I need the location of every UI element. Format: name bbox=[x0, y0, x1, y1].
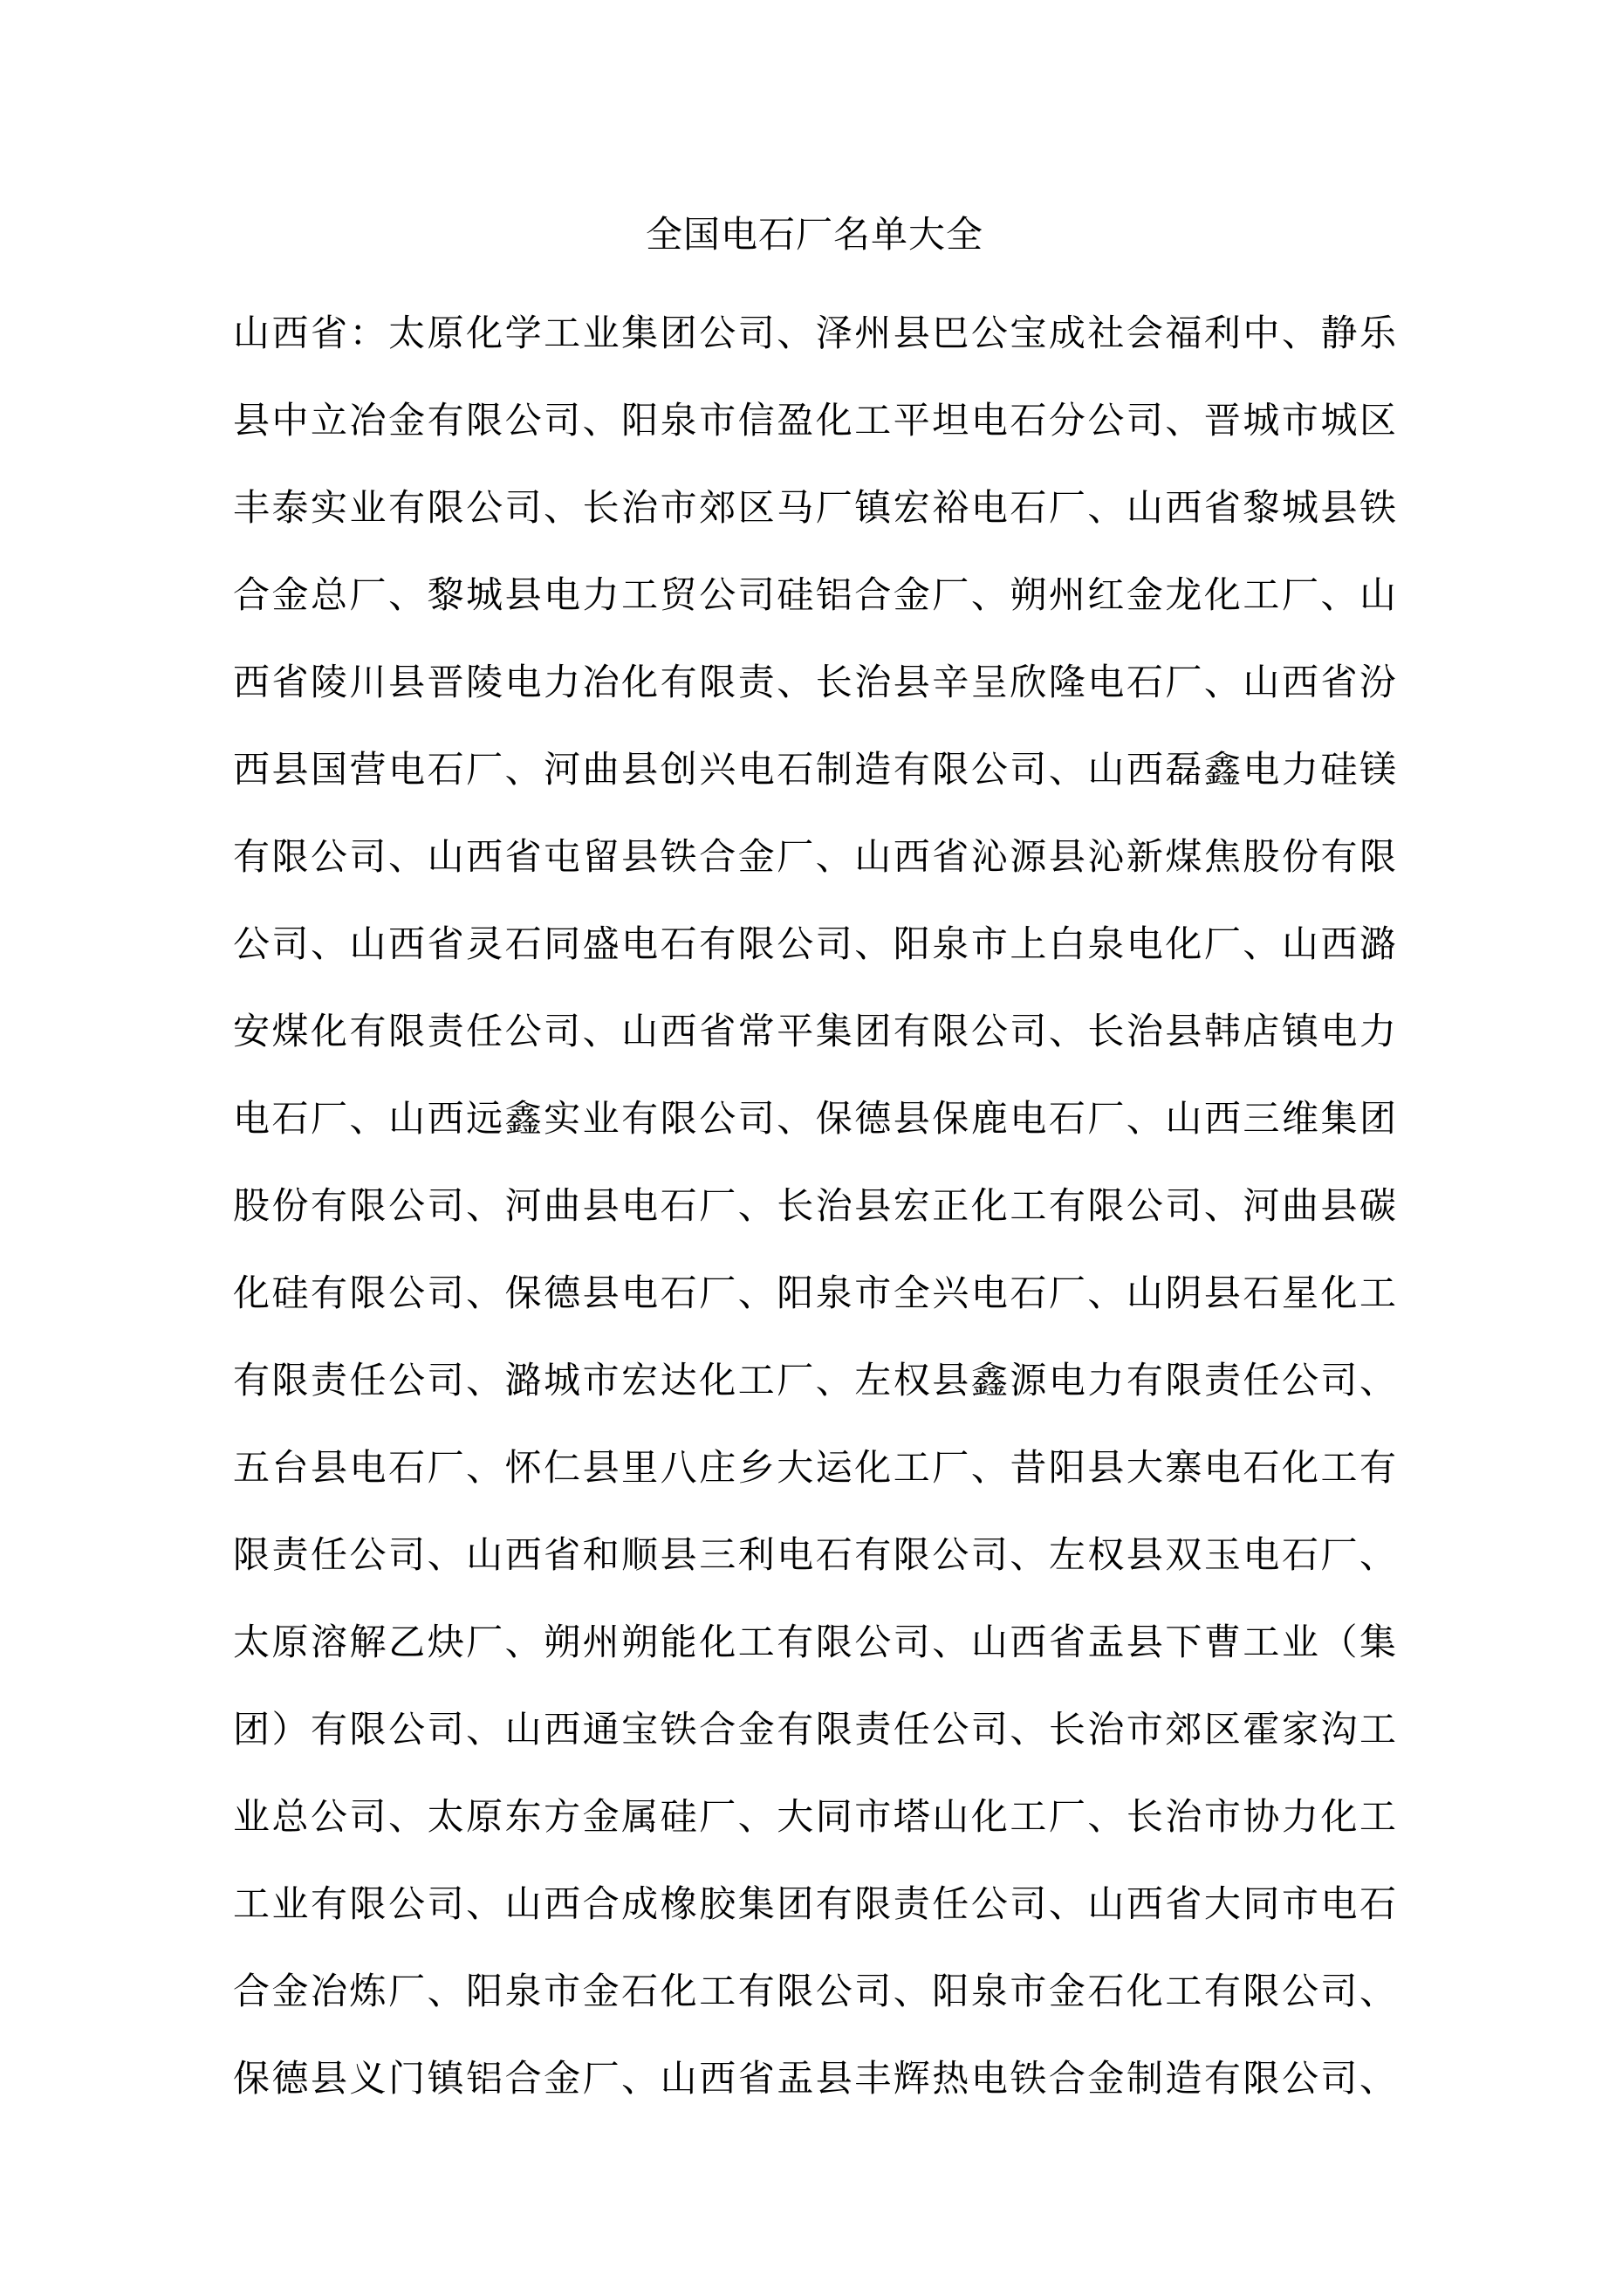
paragraph-line: 西县国营电石厂、河曲县创兴电石制造有限公司、山西磊鑫电力硅镁 bbox=[233, 748, 1396, 791]
paragraph-line: 限责任公司、山西省和顺县三利电石有限公司、左权县双玉电石厂、 bbox=[233, 1533, 1396, 1576]
paragraph-line: 保德县义门镇铝合金厂、山西省盂县丰辉热电铁合金制造有限公司、 bbox=[233, 2057, 1396, 2100]
paragraph-line: 电石厂、山西远鑫实业有限公司、保德县保鹿电石厂、山西三维集团 bbox=[233, 1097, 1396, 1140]
paragraph-line: 有限公司、山西省屯留县铁合金厂、山西省沁源县沁新煤焦股份有限 bbox=[233, 835, 1396, 878]
document-body bbox=[233, 290, 1396, 2122]
paragraph-line: 有限责任公司、潞城市宏达化工厂、左权县鑫源电力有限责任公司、 bbox=[233, 1359, 1396, 1402]
paragraph-line: 工业有限公司、山西合成橡胶集团有限责任公司、山西省大同市电石 bbox=[233, 1882, 1396, 1925]
paragraph-line: 安煤化有限责任公司、山西省常平集团有限公司、长治县韩店镇电力 bbox=[233, 1010, 1396, 1052]
paragraph-line: 业总公司、太原东方金属硅厂、大同市塔山化工厂、长治市协力化工 bbox=[233, 1795, 1396, 1838]
paragraph-line: 县中立冶金有限公司、阳泉市信盈化工平坦电石分公司、晋城市城区 bbox=[233, 399, 1396, 442]
paragraph-line: 西省陵川县晋陵电力冶化有限责、长治县辛呈欣隆电石厂、山西省汾 bbox=[233, 661, 1396, 703]
paragraph-line: 山西省：太原化学工业集团公司、泽州县巴公宝成社会福利中、静乐 bbox=[233, 312, 1396, 354]
paragraph-line: 太原溶解乙炔厂、朔州朔能化工有限公司、山西省盂县下曹工业（集 bbox=[233, 1621, 1396, 1663]
paragraph-line: 团）有限公司、山西通宝铁合金有限责任公司、长治市郊区霍家沟工 bbox=[233, 1708, 1396, 1751]
paragraph-line: 公司、山西省灵石同盛电石有限公司、阳泉市上白泉电化厂、山西潞 bbox=[233, 922, 1396, 965]
paragraph-line: 化硅有限公司、保德县电石厂、阳泉市全兴电石厂、山阴县石星化工 bbox=[233, 1271, 1396, 1314]
paragraph-line: 五台县电石厂、怀仁县里八庄乡大运化工厂、昔阳县大寨电石化工有 bbox=[233, 1446, 1396, 1489]
document-title: 全国电石厂名单大全 bbox=[645, 213, 983, 256]
paragraph-line: 合金总厂、黎城县电力工贸公司硅铝合金厂、朔州红金龙化工厂、山 bbox=[233, 573, 1396, 616]
paragraph-line: 丰泰实业有限公司、长治市郊区马厂镇宏裕电石厂、山西省黎城县铁 bbox=[233, 486, 1396, 529]
paragraph-line: 合金冶炼厂、阳泉市金石化工有限公司、阳泉市金石化工有限公司、 bbox=[233, 1970, 1396, 2012]
paragraph-line: 股份有限公司、河曲县电石厂、长治县宏正化工有限公司、河曲县碳 bbox=[233, 1184, 1396, 1227]
